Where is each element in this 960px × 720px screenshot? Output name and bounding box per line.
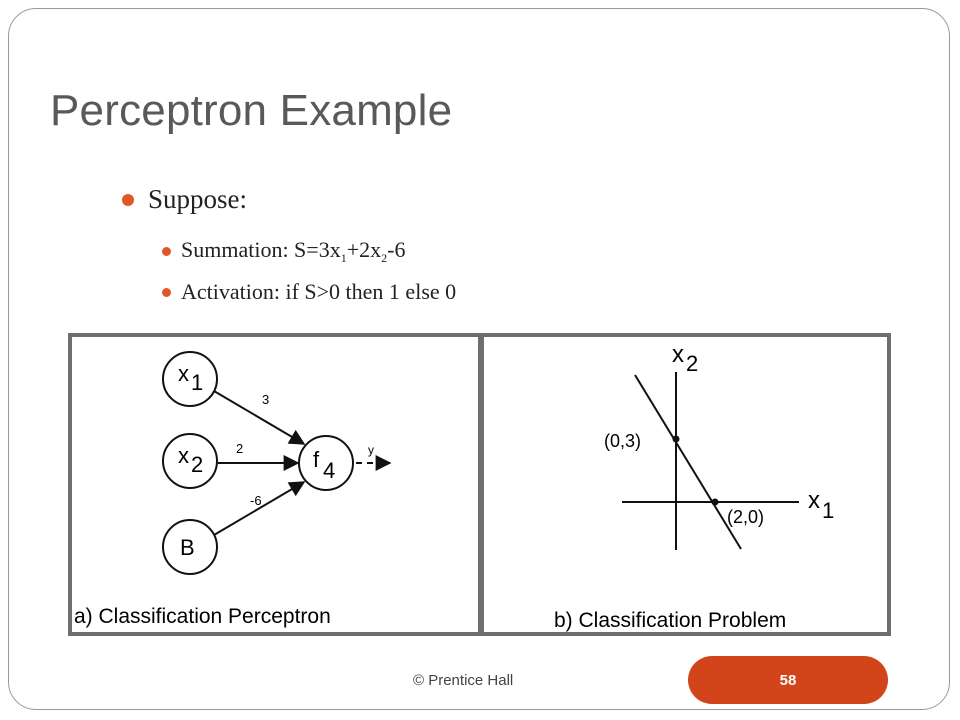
node-x1-sub: 1: [191, 370, 204, 395]
figure-svg: [72, 337, 887, 632]
label-point-2-0: (2,0): [727, 507, 765, 527]
point-2-0: [712, 499, 719, 506]
bullet-summation: [162, 237, 405, 266]
caption-perceptron: a) Classification Perceptron: [74, 605, 331, 628]
edge-bias-f4: [214, 482, 304, 535]
output-label: y: [368, 443, 374, 457]
slide-title: Perceptron Example: [50, 86, 453, 135]
node-x2: [163, 434, 217, 488]
node-x1: [163, 352, 217, 406]
axis-x1-sub: 1: [822, 498, 835, 523]
label-point-0-3: (0,3): [604, 431, 642, 451]
bullet-suppose: [122, 184, 247, 215]
footer-copyright: © Prentice Hall: [413, 672, 514, 689]
panel-divider: [478, 337, 484, 632]
axis-x1-label: x: [808, 487, 820, 514]
node-x1-label: x: [178, 361, 189, 386]
point-0-3: [673, 436, 680, 443]
bullet-dot-icon: [162, 247, 171, 256]
node-f4-label: f: [313, 447, 320, 472]
caption-problem: b) Classification Problem: [554, 609, 787, 632]
summation-text: Summation: $S=3x_1+2x_2-6$: [181, 237, 406, 265]
classification-plot: [554, 341, 834, 632]
node-x2-sub: 2: [191, 452, 204, 477]
weight-w1: 3: [262, 392, 270, 407]
weight-wb: -6: [250, 493, 262, 508]
node-bias-label: B: [180, 535, 195, 560]
axis-x2-sub: 2: [686, 351, 699, 376]
page-number-badge: [688, 656, 888, 704]
axis-x2-label: x: [672, 341, 684, 368]
bullet-activation: [162, 279, 456, 305]
page-number: 58: [779, 671, 797, 689]
figure-panel: [68, 333, 891, 636]
bullet-dot-icon: [122, 194, 134, 206]
bullet-suppose-text: Suppose:: [148, 184, 248, 214]
decision-line: [635, 375, 741, 549]
weight-w2: 2: [236, 441, 244, 456]
activation-text: Activation: if S>0 then 1 else 0: [181, 279, 457, 304]
node-x2-label: x: [178, 443, 189, 468]
bullet-dot-icon: [162, 288, 171, 297]
perceptron-diagram: [74, 352, 390, 628]
node-f4-sub: 4: [323, 458, 336, 483]
edge-x1-f4: [214, 391, 304, 444]
